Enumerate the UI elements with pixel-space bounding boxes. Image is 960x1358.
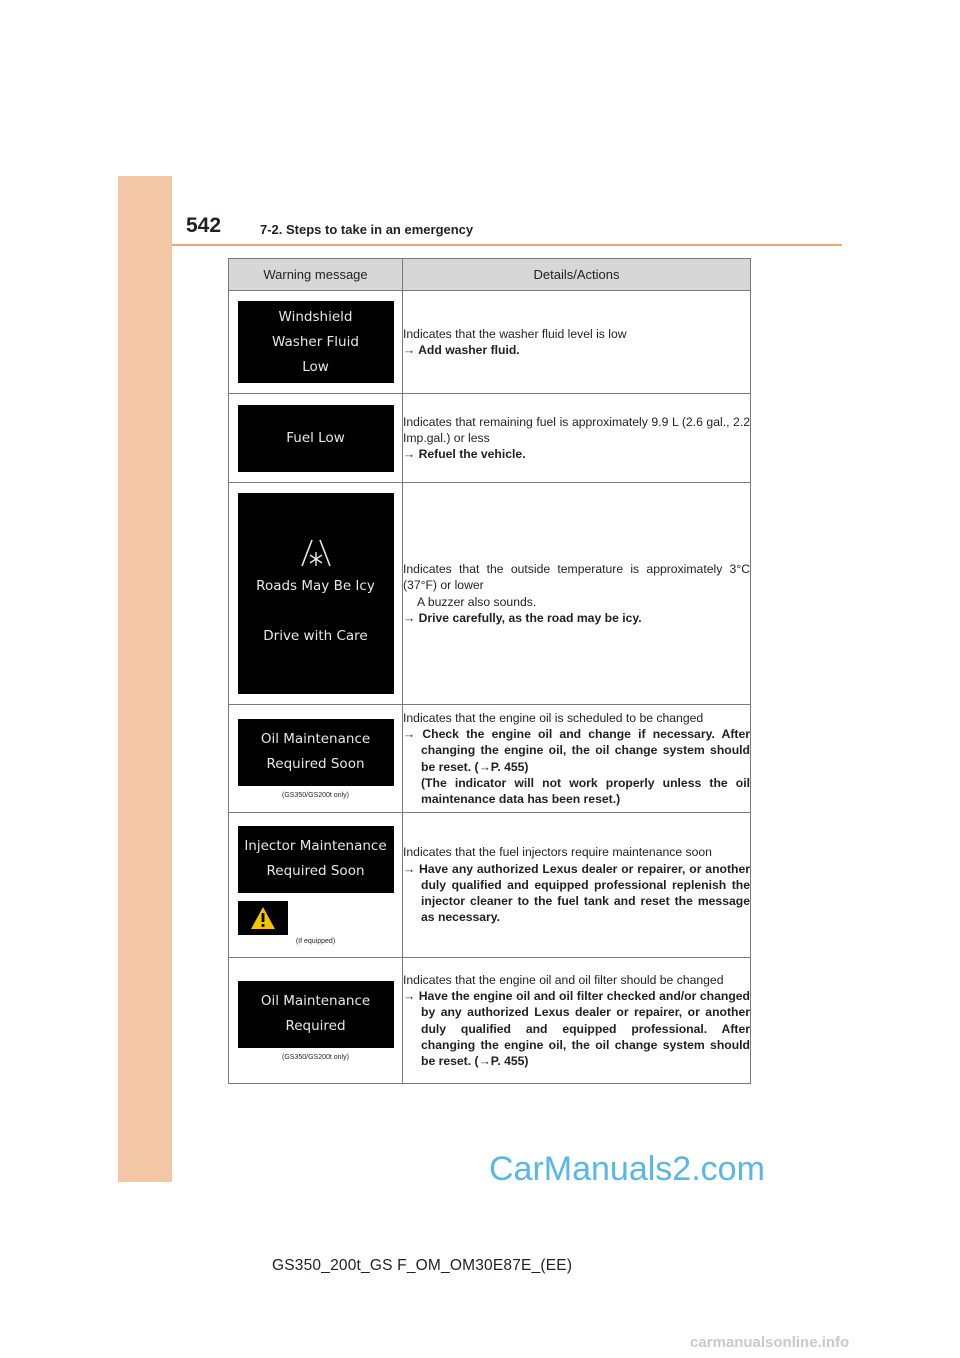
table-row (229, 958, 751, 1084)
sub-text: A buzzer also sounds. (417, 594, 537, 609)
road-ice-icon (299, 538, 333, 568)
warning-message-table (228, 258, 751, 1084)
display-roads-icy (238, 493, 394, 694)
action-text: → Drive carefully, as the road may be icy. (403, 610, 642, 625)
display-text: Roads May Be Icy (256, 578, 375, 594)
action-text: → Have the engine oil and oil filter checked and/or changed by any authorized Lexus dealer or repairer, or another duly qualified and equipped professional. After changing the engine oil, the oil change system should be reset. (→P. 455) (403, 989, 750, 1068)
display-text: Drive with Care (263, 628, 368, 644)
details-text: Indicates that the outside temperature is approximately 3°C (37°F) or lower (403, 562, 750, 593)
warning-image-cell (229, 813, 403, 958)
details-text: Indicates that the engine oil and oil filter should be changed (403, 972, 724, 987)
table-header-row (229, 259, 751, 291)
column-header-details: Details/Actions (403, 259, 751, 291)
display-text: Required (285, 1018, 346, 1034)
display-text: Oil Maintenance (260, 731, 371, 747)
watermark-carmanuals: CarManuals2.com (489, 1150, 765, 1188)
details-text: Indicates that the engine oil is scheduled to be changed (403, 710, 704, 725)
display-text: Fuel Low (286, 429, 345, 446)
warning-image-cell (229, 958, 403, 1084)
details-text: Indicates that the washer fluid level is low (403, 326, 627, 341)
section-title: 7-2. Steps to take in an emergency (260, 222, 474, 237)
image-caption: (If equipped) (295, 937, 336, 945)
display-text: Required Soon (266, 756, 365, 772)
display-oil-maintenance-soon (238, 719, 394, 786)
details-text: Indicates that the fuel injectors require maintenance soon (403, 845, 712, 860)
details-cell (403, 394, 751, 483)
header-rule (172, 244, 842, 246)
warning-indicator (238, 901, 288, 935)
footer-document-code: GS350_200t_GS F_OM_OM30E87E_(EE) (272, 1257, 573, 1274)
details-cell (403, 483, 751, 705)
page-number: 542 (186, 214, 222, 237)
display-text: Required Soon (266, 863, 365, 879)
display-oil-maintenance-required (238, 981, 394, 1048)
image-caption: (GS350/GS200t only) (282, 1053, 349, 1061)
display-text: Windshield (278, 308, 353, 325)
display-text: Injector Maintenance (244, 838, 387, 854)
warning-image-cell (229, 291, 403, 394)
side-color-band (118, 176, 172, 1182)
table-row (229, 291, 751, 394)
action-text: → Refuel the vehicle. (403, 447, 526, 462)
table-row (229, 483, 751, 705)
action-note: (The indicator will not work properly unless the oil maintenance data has been reset.) (421, 775, 750, 806)
display-text: Oil Maintenance (260, 993, 371, 1009)
table-row (229, 705, 751, 813)
action-text: → Check the engine oil and change if necessary. After changing the engine oil, the oil change system should be reset. (→P. 455) (403, 727, 750, 774)
details-cell (403, 705, 751, 813)
display-text: Low (302, 358, 329, 375)
display-text: Washer Fluid (272, 333, 359, 350)
details-cell (403, 958, 751, 1084)
table-row (229, 394, 751, 483)
display-fuel-low (238, 405, 394, 472)
watermark-online: carmanualsonline.info (690, 1334, 850, 1351)
warning-image-cell (229, 394, 403, 483)
details-cell (403, 291, 751, 394)
image-caption: (GS350/GS200t only) (282, 791, 349, 799)
warning-image-cell (229, 705, 403, 813)
action-text: → Have any authorized Lexus dealer or repairer, or another duly qualified and equipped professional replenish the injector cleaner to the fuel tank and reset the message as necessary. (403, 861, 750, 925)
warning-triangle-icon (250, 906, 276, 930)
details-cell (403, 813, 751, 958)
details-text: Indicates that remaining fuel is approximately 9.9 L (2.6 gal., 2.2 Imp.gal.) or less (403, 414, 750, 445)
column-header-warning: Warning message (229, 259, 403, 291)
action-text: → Add washer fluid. (403, 343, 520, 357)
display-washer-fluid-low (238, 301, 394, 383)
warning-image-cell (229, 483, 403, 705)
table-row (229, 813, 751, 958)
display-injector-maintenance (238, 826, 394, 893)
